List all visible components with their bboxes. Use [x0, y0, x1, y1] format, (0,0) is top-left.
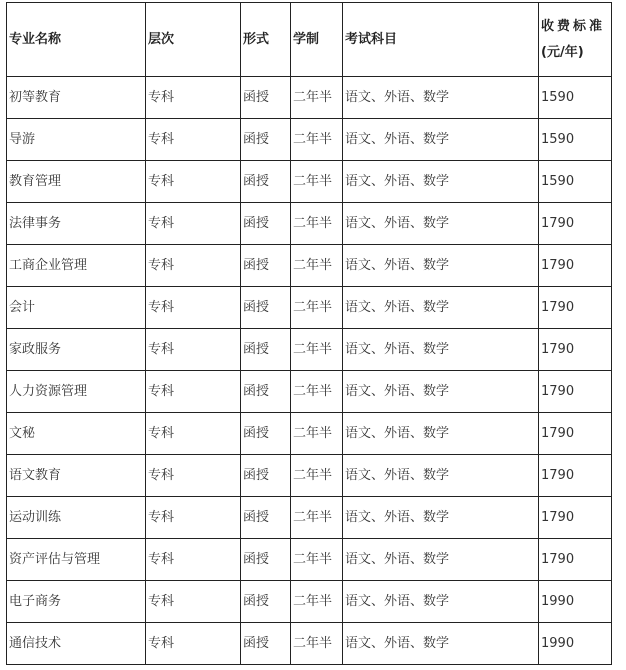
- form-cell: 函授: [241, 161, 291, 203]
- major-cell: 文秘: [7, 413, 146, 455]
- exam-subjects-cell: 语文、外语、数学: [343, 161, 539, 203]
- table-row: [7, 203, 612, 245]
- form-cell: 函授: [241, 287, 291, 329]
- fee-table: [6, 2, 612, 665]
- major-cell: 运动训练: [7, 497, 146, 539]
- fee-cell: 1790: [539, 371, 612, 413]
- exam-subjects-cell: 语文、外语、数学: [343, 623, 539, 665]
- level-cell: 专科: [146, 455, 241, 497]
- major-cell: 电子商务: [7, 581, 146, 623]
- major-cell: 资产评估与管理: [7, 539, 146, 581]
- fee-cell: 1790: [539, 455, 612, 497]
- exam-subjects-cell: 语文、外语、数学: [343, 413, 539, 455]
- table-body: [7, 77, 612, 665]
- exam-subjects-cell: 语文、外语、数学: [343, 119, 539, 161]
- exam-subjects-cell: 语文、外语、数学: [343, 371, 539, 413]
- exam-subjects-cell: 语文、外语、数学: [343, 455, 539, 497]
- exam-subjects-cell: 语文、外语、数学: [343, 245, 539, 287]
- level-cell: 专科: [146, 497, 241, 539]
- major-cell: 教育管理: [7, 161, 146, 203]
- level-cell: 专科: [146, 581, 241, 623]
- duration-cell: 二年半: [291, 581, 343, 623]
- major-cell: 初等教育: [7, 77, 146, 119]
- duration-cell: 二年半: [291, 455, 343, 497]
- fee-cell: 1790: [539, 203, 612, 245]
- level-cell: 专科: [146, 245, 241, 287]
- fee-cell: 1790: [539, 287, 612, 329]
- level-cell: 专科: [146, 329, 241, 371]
- exam-subjects-cell: 语文、外语、数学: [343, 581, 539, 623]
- level-cell: 专科: [146, 119, 241, 161]
- duration-cell: 二年半: [291, 413, 343, 455]
- exam-subjects-cell: 语文、外语、数学: [343, 287, 539, 329]
- level-cell: 专科: [146, 203, 241, 245]
- header-level: 层次: [146, 3, 241, 77]
- fee-cell: 1790: [539, 539, 612, 581]
- duration-cell: 二年半: [291, 371, 343, 413]
- fee-cell: 1590: [539, 119, 612, 161]
- fee-cell: 1990: [539, 623, 612, 665]
- fee-cell: 1590: [539, 77, 612, 119]
- table-row: [7, 245, 612, 287]
- table-row: [7, 371, 612, 413]
- fee-cell: 1790: [539, 413, 612, 455]
- header-exam-subjects: 考试科目: [343, 3, 539, 77]
- major-cell: 通信技术: [7, 623, 146, 665]
- form-cell: 函授: [241, 581, 291, 623]
- major-cell: 语文教育: [7, 455, 146, 497]
- header-major: 专业名称: [7, 3, 146, 77]
- level-cell: 专科: [146, 371, 241, 413]
- duration-cell: 二年半: [291, 119, 343, 161]
- level-cell: 专科: [146, 623, 241, 665]
- header-row: [7, 3, 612, 77]
- table-row: [7, 413, 612, 455]
- major-cell: 导游: [7, 119, 146, 161]
- exam-subjects-cell: 语文、外语、数学: [343, 497, 539, 539]
- duration-cell: 二年半: [291, 77, 343, 119]
- form-cell: 函授: [241, 77, 291, 119]
- duration-cell: 二年半: [291, 623, 343, 665]
- header-duration: 学制: [291, 3, 343, 77]
- form-cell: 函授: [241, 203, 291, 245]
- fee-cell: 1590: [539, 161, 612, 203]
- duration-cell: 二年半: [291, 497, 343, 539]
- major-cell: 会计: [7, 287, 146, 329]
- major-cell: 工商企业管理: [7, 245, 146, 287]
- table-row: [7, 119, 612, 161]
- form-cell: 函授: [241, 329, 291, 371]
- major-cell: 人力资源管理: [7, 371, 146, 413]
- form-cell: 函授: [241, 245, 291, 287]
- header-form: 形式: [241, 3, 291, 77]
- table-row: [7, 455, 612, 497]
- duration-cell: 二年半: [291, 203, 343, 245]
- table-row: [7, 581, 612, 623]
- header-fee-label: 收费标准: [541, 18, 606, 34]
- exam-subjects-cell: 语文、外语、数学: [343, 539, 539, 581]
- fee-cell: 1990: [539, 581, 612, 623]
- table-row: [7, 539, 612, 581]
- duration-cell: 二年半: [291, 245, 343, 287]
- form-cell: 函授: [241, 623, 291, 665]
- header-fee: [539, 3, 612, 77]
- form-cell: 函授: [241, 539, 291, 581]
- level-cell: 专科: [146, 539, 241, 581]
- form-cell: 函授: [241, 455, 291, 497]
- level-cell: 专科: [146, 287, 241, 329]
- table-row: [7, 287, 612, 329]
- exam-subjects-cell: 语文、外语、数学: [343, 203, 539, 245]
- level-cell: 专科: [146, 413, 241, 455]
- table-row: [7, 497, 612, 539]
- table-row: [7, 329, 612, 371]
- fee-cell: 1790: [539, 329, 612, 371]
- fee-cell: 1790: [539, 245, 612, 287]
- form-cell: 函授: [241, 413, 291, 455]
- form-cell: 函授: [241, 371, 291, 413]
- exam-subjects-cell: 语文、外语、数学: [343, 77, 539, 119]
- table-row: [7, 77, 612, 119]
- duration-cell: 二年半: [291, 329, 343, 371]
- form-cell: 函授: [241, 497, 291, 539]
- duration-cell: 二年半: [291, 161, 343, 203]
- major-cell: 法律事务: [7, 203, 146, 245]
- fee-cell: 1790: [539, 497, 612, 539]
- table-row: [7, 161, 612, 203]
- form-cell: 函授: [241, 119, 291, 161]
- header-fee-unit: (元/年): [541, 44, 584, 60]
- duration-cell: 二年半: [291, 539, 343, 581]
- exam-subjects-cell: 语文、外语、数学: [343, 329, 539, 371]
- major-cell: 家政服务: [7, 329, 146, 371]
- level-cell: 专科: [146, 161, 241, 203]
- level-cell: 专科: [146, 77, 241, 119]
- duration-cell: 二年半: [291, 287, 343, 329]
- table-row: [7, 623, 612, 665]
